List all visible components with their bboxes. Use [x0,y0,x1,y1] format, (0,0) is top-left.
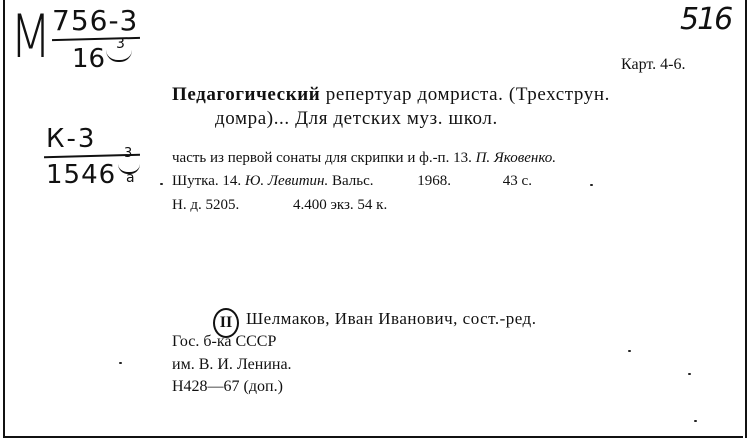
contents-line-1-text: часть из первой сонаты для скрипки и ф.-п. 13. [172,150,472,166]
shelf-mark-1-sup: 3 [116,36,125,52]
shelf-mark-2-sup: 3 [124,146,133,161]
shelf-mark-2-bottom: 1546 [46,160,117,190]
shelf-mark-2-sub: а [126,170,135,186]
contents-line-1 [172,150,556,167]
speck [590,184,593,186]
print-run: 4.400 экз. 54 к. [292,197,388,213]
author-entry: Шелмаков, Иван Иванович, сост.-ред. [246,309,537,328]
speck [694,420,697,422]
handwritten-letter: М [10,2,49,72]
speck [628,350,631,352]
card-left-border [3,0,5,437]
title-rest: репертуар домриста. (Трехструн. [325,84,610,105]
shelf-mark-2-top: К-3 [46,124,97,154]
shelf-mark-1-arc [106,50,132,62]
publication-year: 1968. [417,173,452,189]
contents-line-2 [172,173,532,190]
contents-line-2-author: Ю. Левитин. [244,173,329,189]
shelf-mark-1-rule [52,37,140,41]
title-line-1 [172,84,610,106]
library-line-1: Гос. б-ка СССР [172,333,277,350]
speck [688,373,691,375]
contents-line-2-text2: Вальс. [332,173,374,189]
card-count: Карт. 4-6. [621,56,686,73]
speck [119,362,122,364]
music-number: Н. д. 5205. [172,197,240,213]
card-bottom-border [3,436,743,438]
shelf-mark-1-bottom: 16 [72,44,106,74]
library-line-2: им. В. И. Ленина. [172,356,292,373]
contents-line-3 [172,197,387,214]
circled-mark: II [213,308,239,338]
corner-number: 516 [680,2,732,37]
contents-line-2-text1: Шутка. 14. [172,173,242,189]
catalog-code: Н428—67 (доп.) [172,378,283,395]
title-bold: Педагогический [172,84,321,105]
speck [160,183,163,185]
page-count: 43 с. [502,173,532,189]
title-line-2: домра)... Для детских муз. школ. [215,108,498,129]
contents-line-1-author: П. Яковенко. [475,150,557,166]
shelf-mark-1-top: 756-3 [52,4,139,37]
card-right-border [745,0,747,438]
